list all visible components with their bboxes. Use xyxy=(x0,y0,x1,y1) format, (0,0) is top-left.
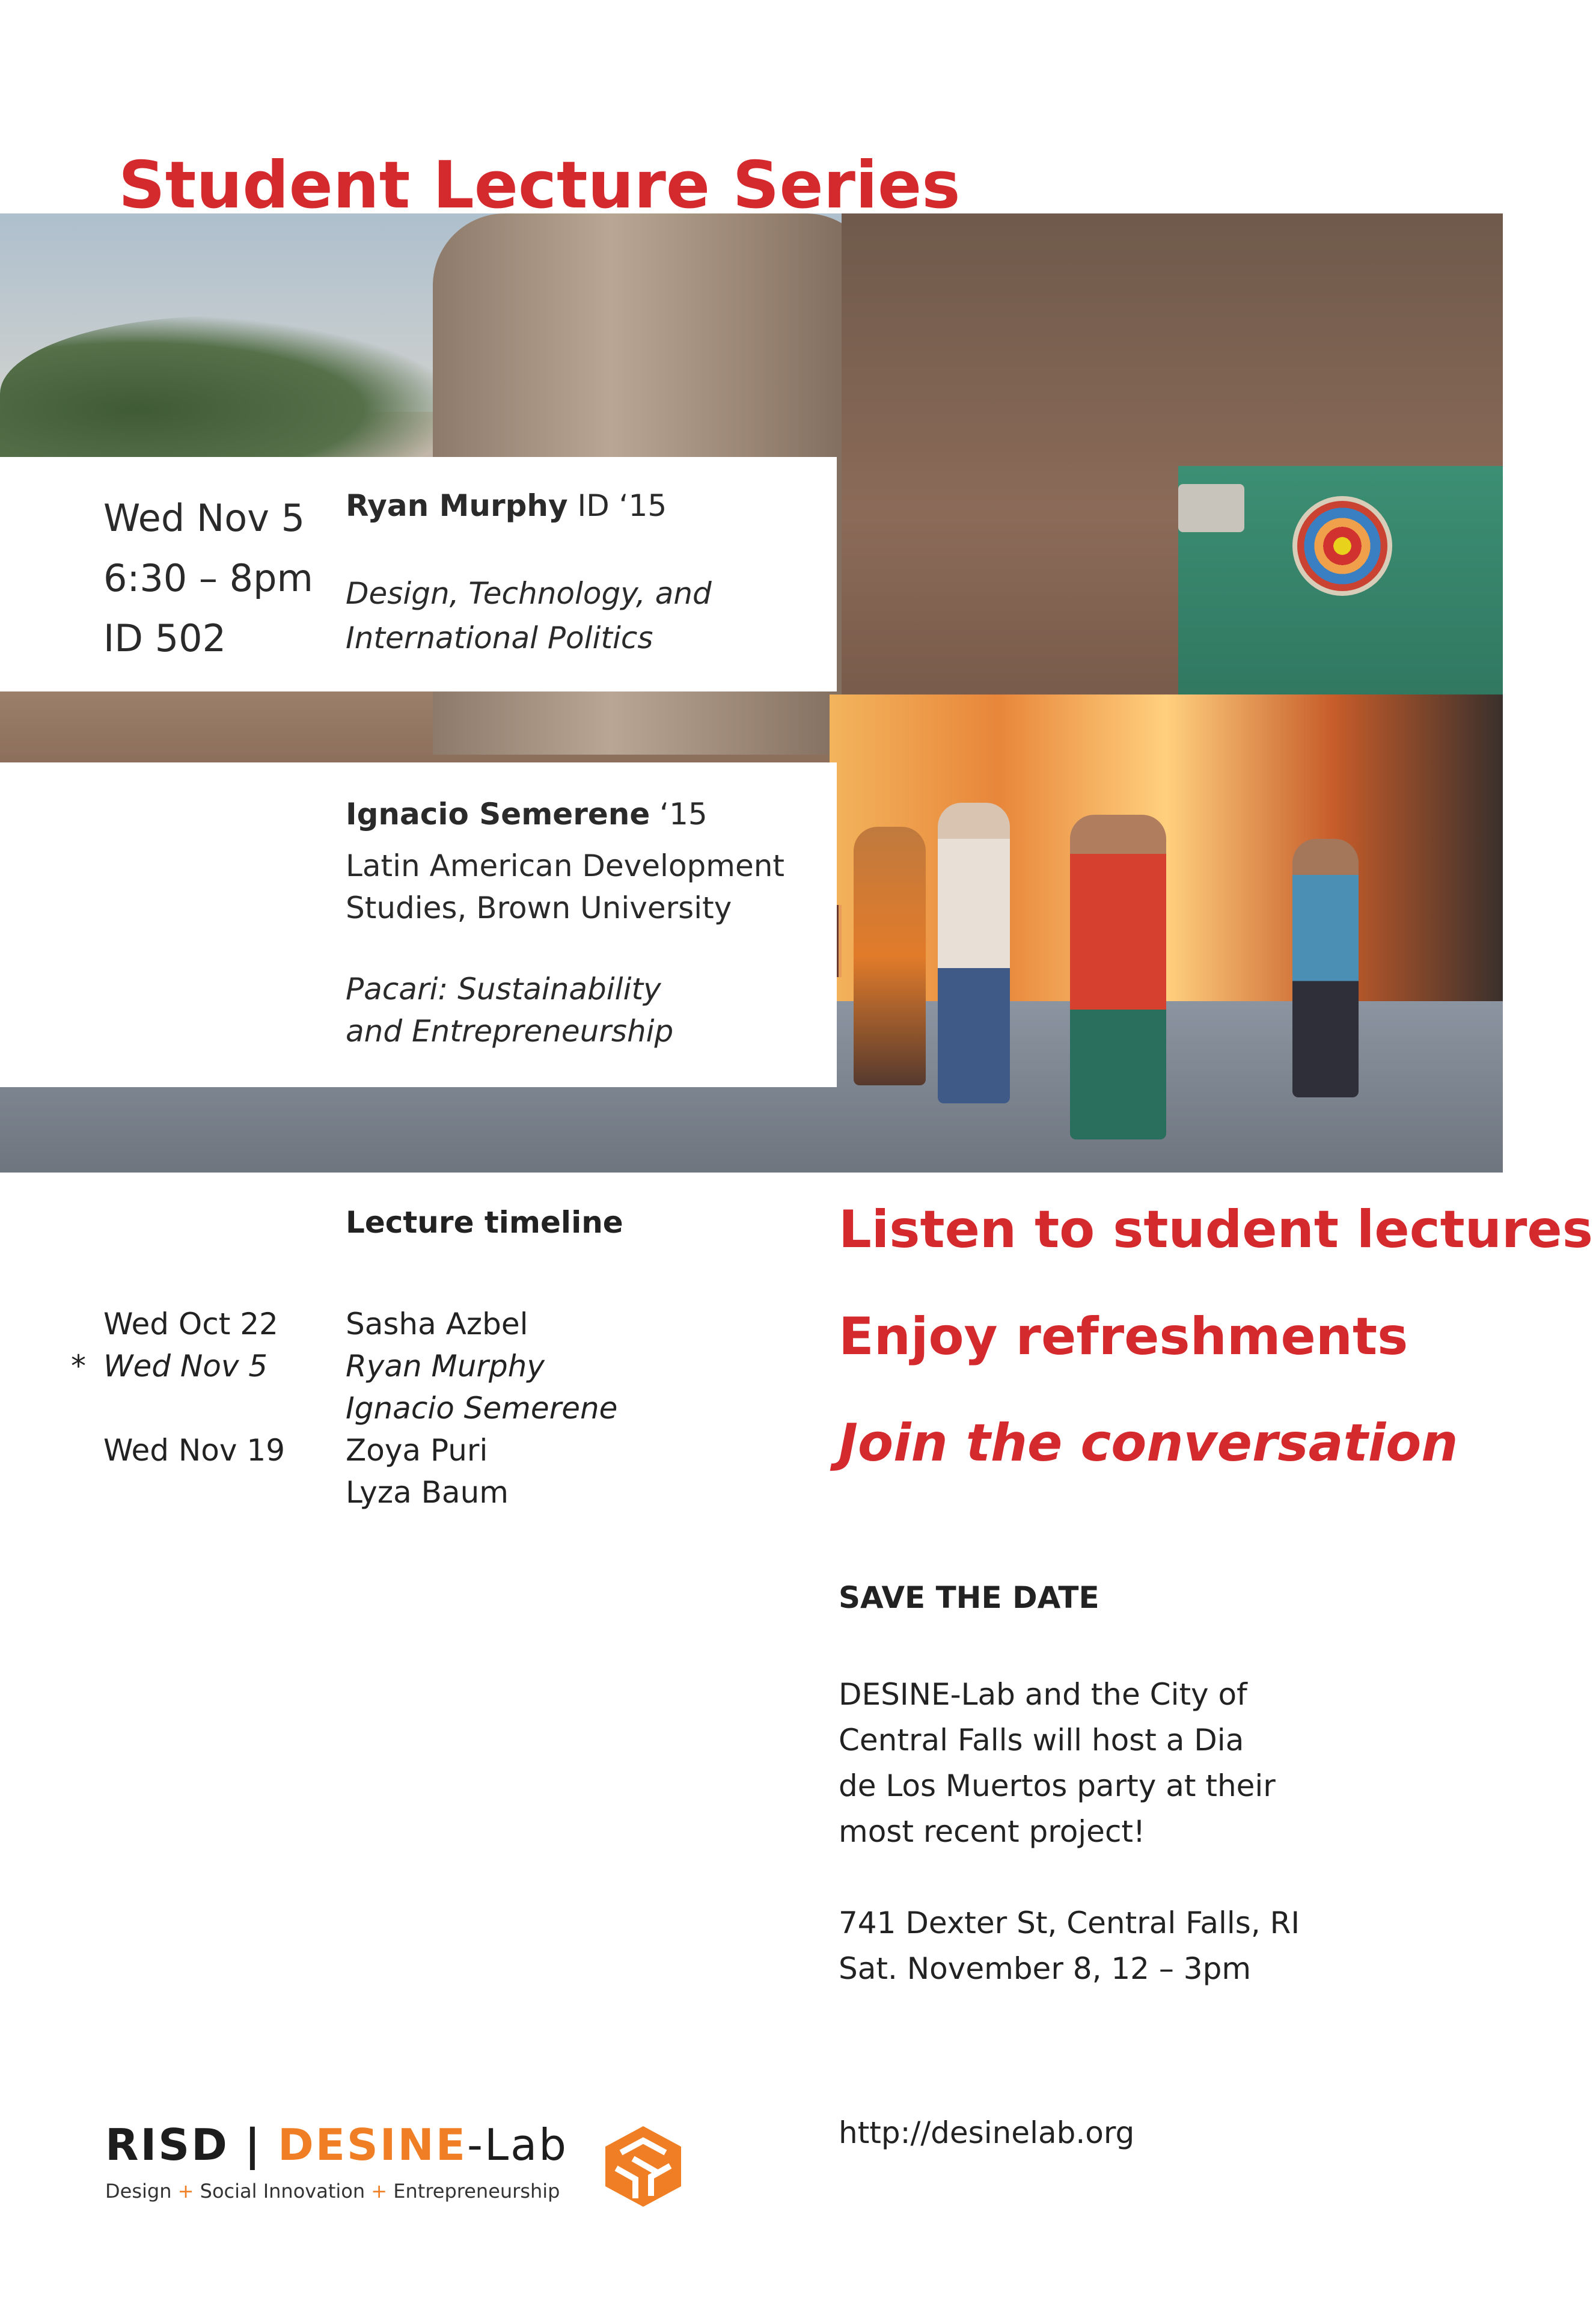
tagline-entrepreneurship: Entrepreneurship xyxy=(393,2180,560,2203)
timeline-speaker-current: Ignacio Semerene xyxy=(346,1391,618,1426)
logo-desine: DESINE xyxy=(277,2120,467,2170)
photo-lamp xyxy=(1178,484,1244,532)
save-the-date-heading: SAVE THE DATE xyxy=(839,1580,1099,1615)
speaker-2-affiliation-line: Studies, Brown University xyxy=(346,891,732,925)
current-lecture-marker: * xyxy=(71,1349,86,1384)
website-link[interactable]: http://desinelab.org xyxy=(839,2115,1135,2150)
speaker-2-talk-line: Pacari: Sustainability xyxy=(346,972,661,1007)
photo-person xyxy=(854,827,926,1085)
logo-lab: -Lab xyxy=(466,2120,568,2170)
speaker-2-heading xyxy=(346,797,708,832)
photo-target-sign xyxy=(1292,496,1392,596)
logo-tagline xyxy=(105,2180,560,2203)
featured-date: Wed Nov 5 xyxy=(103,496,305,540)
speaker-2-affiliation xyxy=(346,845,784,929)
speaker-1-name: Ryan Murphy xyxy=(346,488,568,523)
speaker-1-talk-line: International Politics xyxy=(346,621,653,655)
speaker-1-talk xyxy=(346,571,712,660)
timeline-speaker: Sasha Azbel xyxy=(346,1307,528,1341)
poster-title: Student Lecture Series xyxy=(118,148,961,223)
speaker-2-talk xyxy=(346,968,673,1052)
timeline-speaker: Lyza Baum xyxy=(346,1475,509,1510)
featured-room: ID 502 xyxy=(103,616,227,660)
slogan-conversation: Join the conversation xyxy=(839,1413,1458,1473)
speaker-2-affiliation-line: Latin American Development xyxy=(346,848,785,883)
photo-trees xyxy=(0,316,457,472)
tagline-plus: + xyxy=(371,2180,388,2203)
logo-risd: RISD xyxy=(105,2120,229,2170)
speaker-1-suffix: ID ‘15 xyxy=(567,488,667,523)
timeline-date: Wed Oct 22 xyxy=(103,1307,278,1341)
timeline-speaker: Zoya Puri xyxy=(346,1433,488,1468)
event-address: 741 Dexter St, Central Falls, RI Sat. November 8, 12 – 3pm xyxy=(839,1905,1300,1986)
speaker-1-heading xyxy=(346,488,667,523)
timeline-date: Wed Nov 19 xyxy=(103,1433,286,1468)
photo-person xyxy=(1070,815,1166,1139)
tagline-social-innovation: Social Innovation xyxy=(200,2180,365,2203)
slogan-listen: Listen to student lectures xyxy=(839,1200,1593,1260)
speaker-2-name: Ignacio Semerene xyxy=(346,797,650,832)
desine-cube-logo-icon xyxy=(598,2121,688,2212)
photo-market-stalls xyxy=(830,694,1503,1007)
featured-time: 6:30 – 8pm xyxy=(103,556,313,600)
slogan-refreshments: Enjoy refreshments xyxy=(839,1307,1408,1367)
logo-separator: | xyxy=(244,2120,263,2170)
timeline-speaker-current: Ryan Murphy xyxy=(346,1349,545,1384)
timeline-date-current: Wed Nov 5 xyxy=(103,1349,268,1384)
speaker-2-talk-line: and Entrepreneurship xyxy=(346,1014,674,1049)
tagline-design: Design xyxy=(105,2180,172,2203)
photo-person xyxy=(1292,839,1359,1097)
save-the-date-body: DESINE-Lab and the City of Central Falls will host a Dia de Los Muertos party at their most recent project! xyxy=(839,1677,1276,1849)
speaker-1-talk-line: Design, Technology, and xyxy=(346,576,712,611)
featured-date-block xyxy=(103,488,313,669)
timeline-heading: Lecture timeline xyxy=(346,1205,623,1240)
tagline-plus: + xyxy=(177,2180,194,2203)
risd-desine-lab-logo xyxy=(105,2120,568,2170)
speaker-2-suffix: ‘15 xyxy=(650,797,708,832)
photo-person xyxy=(938,803,1010,1103)
